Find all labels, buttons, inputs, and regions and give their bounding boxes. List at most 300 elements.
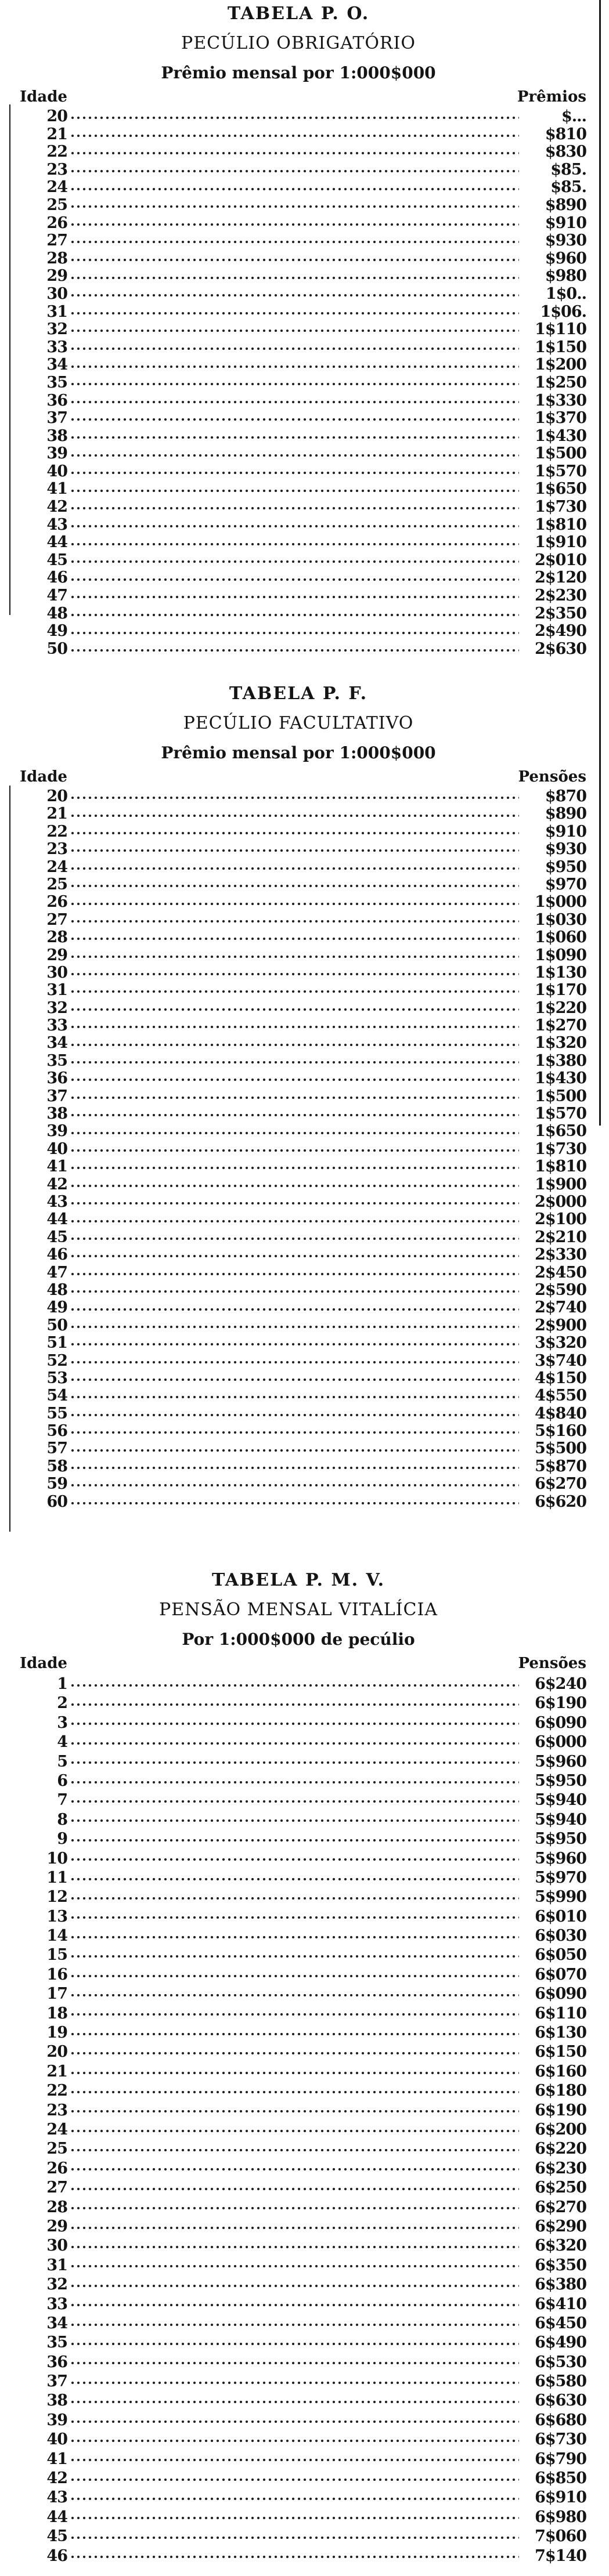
age-cell: 31 [46, 2256, 67, 2274]
age-cell: 26 [46, 893, 67, 911]
dot-leader [70, 1896, 519, 1901]
age-cell: 52 [46, 1351, 67, 1370]
table-row [8, 859, 589, 876]
value-cell: 5$970 [535, 1868, 586, 1887]
value-cell: $830 [545, 143, 586, 161]
age-cell: 59 [46, 1475, 67, 1493]
table-rows [8, 108, 589, 659]
value-cell: $85. [550, 160, 586, 179]
table-row [8, 463, 589, 481]
dot-leader [70, 1113, 519, 1117]
age-cell: 20 [46, 2043, 67, 2061]
age-cell: 23 [46, 840, 67, 859]
age-cell: 34 [46, 1034, 67, 1052]
dot-leader [70, 1360, 519, 1365]
table-row [8, 1752, 589, 1771]
age-cell: 45 [46, 2527, 67, 2546]
value-cell: 6$030 [535, 1927, 586, 1945]
value-cell: 6$410 [535, 2295, 586, 2313]
age-cell: 29 [46, 267, 67, 285]
age-cell: 6 [57, 1771, 67, 1790]
age-cell: 21 [46, 805, 67, 823]
age-cell: 42 [46, 1175, 67, 1193]
age-cell: 25 [46, 2140, 67, 2158]
age-cell: 50 [46, 639, 67, 658]
table-caption: Prêmio mensal por 1:000$000 [161, 743, 436, 762]
dot-leader [70, 1254, 519, 1258]
dot-leader [70, 2032, 519, 2036]
dot-leader [70, 631, 519, 635]
value-cell: 5$940 [535, 1810, 586, 1829]
dot-leader [70, 954, 519, 959]
column-headers [8, 1654, 589, 1674]
dot-leader [70, 2129, 519, 2133]
value-cell: 2$230 [535, 587, 586, 605]
age-cell: 26 [46, 2159, 67, 2177]
age-cell: 32 [46, 2275, 67, 2294]
dot-leader [70, 364, 519, 369]
dot-leader [70, 1935, 519, 1940]
value-cell: 6$000 [535, 1733, 586, 1752]
table-row [8, 911, 589, 929]
age-cell: 44 [46, 1210, 67, 1229]
value-cell: $910 [545, 822, 586, 841]
value-cell: 2$450 [535, 1263, 586, 1282]
age-cell: 46 [46, 1246, 67, 1264]
value-cell: 1$330 [535, 391, 586, 410]
value-cell: 1$130 [535, 963, 586, 982]
value-cell: 1$320 [535, 1034, 586, 1052]
table-row [8, 2450, 589, 2469]
value-cell: 6$090 [535, 1985, 586, 2003]
age-cell: 22 [46, 822, 67, 841]
dot-leader [70, 595, 519, 599]
table-row [8, 1387, 589, 1405]
table-row [8, 1299, 589, 1316]
value-cell: 6$580 [535, 2372, 586, 2391]
age-cell: 12 [46, 1888, 67, 1906]
table-row [8, 876, 589, 893]
value-cell: 7$060 [535, 2527, 586, 2546]
column-headers [8, 767, 589, 788]
table-row [8, 929, 589, 946]
table-subtitle: PECÚLIO OBRIGATÓRIO [181, 33, 416, 53]
table-row [8, 1423, 589, 1440]
age-cell: 39 [46, 444, 67, 463]
dot-leader [70, 2419, 519, 2424]
value-cell: 1$570 [535, 462, 586, 480]
table-row [8, 1771, 589, 1790]
dot-leader [70, 848, 519, 853]
dot-leader [70, 276, 519, 280]
value-cell: 6$320 [535, 2237, 586, 2255]
value-cell: 6$630 [535, 2392, 586, 2410]
age-cell: 40 [46, 462, 67, 480]
value-cell: 2$630 [535, 639, 586, 658]
table-row [8, 1158, 589, 1175]
value-cell: $870 [545, 787, 586, 805]
age-cell: 45 [46, 551, 67, 569]
dot-leader [70, 1043, 519, 1047]
dot-leader [70, 1760, 519, 1765]
value-cell: 4$840 [535, 1404, 586, 1423]
dot-leader [70, 2303, 519, 2307]
dot-leader [70, 489, 519, 493]
table-row [8, 1849, 589, 1868]
table-row [8, 1493, 589, 1511]
table-row [8, 2256, 589, 2275]
dot-leader [70, 453, 519, 458]
value-cell: $970 [545, 875, 586, 893]
table-row [8, 1317, 589, 1334]
value-cell: $890 [545, 196, 586, 214]
dot-leader [70, 1307, 519, 1312]
value-cell: $980 [545, 267, 586, 285]
dot-leader [70, 2555, 519, 2559]
age-cell: 47 [46, 587, 67, 605]
table-row [8, 1052, 589, 1070]
dot-leader [70, 1025, 519, 1029]
dot-leader [70, 524, 519, 529]
age-cell: 10 [46, 1849, 67, 1868]
value-cell: 5$160 [535, 1422, 586, 1441]
dot-leader [70, 1993, 519, 1998]
dot-leader [70, 577, 519, 582]
dot-leader [70, 435, 519, 440]
age-cell: 38 [46, 1105, 67, 1123]
age-cell: 27 [46, 910, 67, 929]
dot-leader [70, 1184, 519, 1188]
age-cell: 5 [57, 1752, 67, 1771]
value-cell: 6$250 [535, 2179, 586, 2197]
table-row [8, 374, 589, 392]
table-row [8, 1264, 589, 1282]
age-cell: 28 [46, 2198, 67, 2216]
value-cell: 1$200 [535, 356, 586, 374]
value-cell: 1$900 [535, 1175, 586, 1193]
value-cell: 5$940 [535, 1791, 586, 1810]
table-po [8, 0, 589, 659]
age-cell: 41 [46, 1157, 67, 1176]
dot-leader [70, 2477, 519, 2482]
value-cell: 1$500 [535, 444, 586, 463]
age-cell: 31 [46, 302, 67, 321]
dot-leader [70, 1007, 519, 1012]
table-row [8, 480, 589, 498]
dot-leader [70, 1377, 519, 1382]
age-cell: 42 [46, 498, 67, 516]
table-title: TABELA P. O. [227, 3, 370, 24]
table-row [8, 2139, 589, 2158]
dot-leader [70, 258, 519, 262]
value-cell: 5$500 [535, 1439, 586, 1458]
table-row [8, 2198, 589, 2217]
table-row [8, 2488, 589, 2507]
value-cell: 6$270 [535, 1475, 586, 1493]
dot-leader [70, 400, 519, 404]
age-cell: 23 [46, 2101, 67, 2119]
table-row [8, 498, 589, 516]
dot-leader [70, 1289, 519, 1294]
table-row [8, 1352, 589, 1370]
age-cell: 40 [46, 2430, 67, 2449]
age-cell: 23 [46, 160, 67, 179]
dot-leader [70, 795, 519, 800]
table-row [8, 161, 589, 179]
age-cell: 46 [46, 569, 67, 587]
right-margin-rule [599, 0, 601, 1126]
age-cell: 30 [46, 963, 67, 982]
age-column-header: Idade [20, 768, 67, 786]
age-cell: 37 [46, 409, 67, 428]
table-row [8, 2236, 589, 2255]
table-row [8, 2430, 589, 2449]
age-cell: 31 [46, 981, 67, 1000]
dot-leader [70, 1077, 519, 1082]
table-row [8, 552, 589, 570]
table-row [8, 1984, 589, 2003]
table-row [8, 1475, 589, 1493]
value-cell: 6$290 [535, 2217, 586, 2235]
dot-leader [70, 1272, 519, 1276]
value-cell: 6$180 [535, 2082, 586, 2100]
value-cell: 2$120 [535, 569, 586, 587]
value-cell: 4$150 [535, 1369, 586, 1387]
table-row [8, 2391, 589, 2410]
dot-leader [70, 813, 519, 818]
table-row [8, 267, 589, 285]
dot-leader [70, 1430, 519, 1435]
table-row [8, 841, 589, 858]
left-margin-rule [9, 104, 10, 615]
value-cell: 6$240 [535, 1675, 586, 1693]
dot-leader [70, 506, 519, 511]
table-row [8, 805, 589, 823]
table-row [8, 964, 589, 982]
value-cell: $930 [545, 840, 586, 859]
dot-leader [70, 2012, 519, 2017]
table-rows [8, 788, 589, 1511]
age-cell: 43 [46, 2488, 67, 2507]
value-cell: $960 [545, 249, 586, 267]
age-cell: 56 [46, 1422, 67, 1441]
dot-leader [70, 311, 519, 316]
table-row [8, 2081, 589, 2100]
age-cell: 38 [46, 426, 67, 445]
value-cell: 1$500 [535, 1087, 586, 1105]
age-cell: 3 [57, 1713, 67, 1732]
dot-leader [70, 1799, 519, 1804]
dot-leader [70, 2535, 519, 2540]
age-cell: 42 [46, 2469, 67, 2488]
table-row [8, 1694, 589, 1713]
table-row [8, 1887, 589, 1906]
age-cell: 48 [46, 604, 67, 623]
age-cell: 43 [46, 1192, 67, 1211]
table-row [8, 1829, 589, 1848]
value-cell: 6$200 [535, 2120, 586, 2139]
age-cell: 25 [46, 196, 67, 214]
age-cell: 20 [46, 107, 67, 125]
age-cell: 33 [46, 338, 67, 356]
table-row [8, 788, 589, 805]
age-cell: 55 [46, 1404, 67, 1423]
age-cell: 13 [46, 1907, 67, 1926]
premium-column-header: Prêmios [517, 88, 586, 106]
age-cell: 36 [46, 2353, 67, 2371]
age-cell: 17 [46, 1985, 67, 2003]
table-row [8, 1017, 589, 1034]
age-cell: 46 [46, 2546, 67, 2565]
dot-leader [70, 1095, 519, 1100]
dot-leader [70, 2051, 519, 2056]
age-cell: 37 [46, 1087, 67, 1105]
table-row [8, 428, 589, 446]
table-row [8, 108, 589, 126]
value-cell: 6$380 [535, 2275, 586, 2294]
value-cell: 1$730 [535, 498, 586, 516]
age-cell: 27 [46, 231, 67, 250]
table-row [8, 1458, 589, 1475]
dot-leader [70, 2400, 519, 2404]
dot-leader [70, 2245, 519, 2249]
table-row [8, 1034, 589, 1052]
table-pmv [8, 1566, 589, 2566]
table-row [8, 1674, 589, 1694]
table-row [8, 1370, 589, 1387]
table-row [8, 1246, 589, 1264]
dot-leader [70, 1857, 519, 1862]
table-row [8, 126, 589, 144]
value-cell: 1$380 [535, 1051, 586, 1070]
age-cell: 35 [46, 373, 67, 392]
value-cell: 2$210 [535, 1228, 586, 1246]
table-row [8, 1732, 589, 1752]
table-caption: Prêmio mensal por 1:000$000 [161, 63, 436, 82]
age-cell: 14 [46, 1927, 67, 1945]
table-row [8, 2062, 589, 2081]
table-row [8, 534, 589, 552]
table-caption: Por 1:000$000 de pecúlio [182, 1630, 415, 1649]
value-cell: 1$570 [535, 1105, 586, 1123]
value-cell: 4$550 [535, 1387, 586, 1405]
age-cell: 54 [46, 1387, 67, 1405]
dot-leader [70, 2438, 519, 2443]
dot-leader [70, 417, 519, 422]
table-row [8, 392, 589, 410]
value-cell: 6$620 [535, 1492, 586, 1511]
dot-leader [70, 1683, 519, 1688]
value-cell: 2$900 [535, 1316, 586, 1334]
table-row [8, 2353, 589, 2372]
age-column-header: Idade [20, 1655, 67, 1672]
value-cell: 6$230 [535, 2159, 586, 2177]
age-cell: 39 [46, 1122, 67, 1141]
table-row [8, 2508, 589, 2527]
value-cell: 6$150 [535, 2043, 586, 2061]
dot-leader [70, 866, 519, 871]
value-cell: 5$990 [535, 1888, 586, 1906]
table-row [8, 2178, 589, 2197]
age-cell: 34 [46, 356, 67, 374]
value-cell: 2$330 [535, 1246, 586, 1264]
value-cell: 1$650 [535, 480, 586, 498]
dot-leader [70, 240, 519, 244]
value-cell: $810 [545, 125, 586, 143]
value-cell: 2$590 [535, 1280, 586, 1299]
age-cell: 21 [46, 125, 67, 143]
age-cell: 1 [57, 1675, 67, 1693]
dot-leader [70, 884, 519, 888]
value-cell: $890 [545, 805, 586, 823]
table-row [8, 569, 589, 587]
dot-leader [70, 648, 519, 653]
table-row [8, 2101, 589, 2120]
value-cell: 6$010 [535, 1907, 586, 1926]
dot-leader [70, 2187, 519, 2191]
dot-leader [70, 1818, 519, 1823]
table-row [8, 2372, 589, 2391]
age-cell: 32 [46, 320, 67, 339]
dot-leader [70, 1741, 519, 1746]
value-cell: $950 [545, 858, 586, 876]
dot-leader [70, 1413, 519, 1417]
value-cell: 1$170 [535, 981, 586, 1000]
age-cell: 8 [57, 1810, 67, 1829]
dot-leader [70, 2497, 519, 2501]
dot-leader [70, 1060, 519, 1065]
value-cell: 6$110 [535, 2004, 586, 2023]
value-cell: 6$530 [535, 2353, 586, 2371]
table-row [8, 1926, 589, 1945]
value-cell: 1$270 [535, 1016, 586, 1035]
age-cell: 41 [46, 480, 67, 498]
dot-leader [70, 919, 519, 924]
dot-leader [70, 831, 519, 835]
dot-leader [70, 613, 519, 617]
table-row [8, 516, 589, 534]
dot-leader [70, 2322, 519, 2327]
age-cell: 35 [46, 1051, 67, 1070]
value-cell: 7$140 [535, 2546, 586, 2565]
dot-leader [70, 2361, 519, 2365]
table-row [8, 1334, 589, 1352]
age-cell: 53 [46, 1369, 67, 1387]
dot-leader [70, 2264, 519, 2269]
value-cell: 2$000 [535, 1192, 586, 1211]
table-row [8, 893, 589, 911]
value-cell: $... [561, 107, 586, 125]
table-row [8, 1211, 589, 1228]
table-row [8, 587, 589, 605]
age-cell: 41 [46, 2450, 67, 2468]
dot-leader [70, 2071, 519, 2075]
age-cell: 22 [46, 143, 67, 161]
value-cell: 6$350 [535, 2256, 586, 2274]
table-row [8, 445, 589, 463]
value-cell: 1$150 [535, 338, 586, 356]
table-row [8, 179, 589, 197]
table-row [8, 232, 589, 250]
age-cell: 38 [46, 2392, 67, 2410]
value-cell: 1$06. [540, 302, 586, 321]
dot-leader [70, 1702, 519, 1707]
age-cell: 49 [46, 1298, 67, 1317]
age-cell: 24 [46, 858, 67, 876]
dot-leader [70, 1954, 519, 1959]
dot-leader [70, 1721, 519, 1726]
value-cell: 6$680 [535, 2411, 586, 2429]
